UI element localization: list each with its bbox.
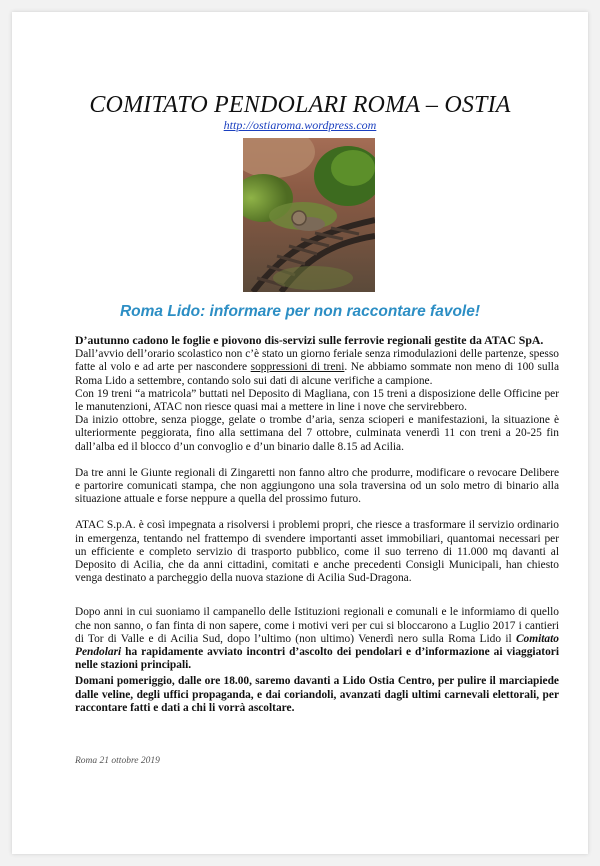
website-link[interactable]: http://ostiaroma.wordpress.com bbox=[223, 118, 377, 132]
paragraph-1: Dall’avvio dell’orario scolastico non c’è stato un giorno feriale senza rimodulazioni delle partenze, spesso fatte al volo e ad arte per nascondere soppressioni di treni. Ne abbiamo sommate non meno di 100 sulla Roma Lido a settembre, contando solo sui dati di alcune verifiche a campione. bbox=[75, 348, 560, 387]
document-page bbox=[12, 12, 588, 854]
document-title: COMITATO PENDOLARI ROMA – OSTIA bbox=[89, 92, 511, 118]
paragraph-6: Dopo anni in cui suoniamo il campanello delle Istituzioni regionali e comunali e le informiamo di quello che non sanno, o fan finta di non sapere, come i motivi veri per cui si bloccarono a Luglio 2017 i cantieri di Tor di Valle e di Acilia Sud, dopo l’ultimo (non ultimo) Venerdì nero sulla Roma Lido il Comitato Pendolari ha rapidamente avviato incontri d’ascolto dei pendolari e d’informazione ai viaggiatori nelle stazioni principali. bbox=[75, 606, 559, 672]
railway-track-snail-photo bbox=[243, 138, 375, 292]
comitato-emphasis: Comitato Pendolari bbox=[75, 632, 559, 659]
article-lead: D’autunno cadono le foglie e piovono dis-servizi sulle ferrovie regionali gestite da ATAC SpA. bbox=[75, 333, 544, 347]
document-date: Roma 21 ottobre 2019 bbox=[75, 756, 160, 766]
paragraph-4: Da tre anni le Giunte regionali di Zingaretti non fanno altro che produrre, modificare o revocare Delibere e partorire comunicati stampa, che non aggiungono una sola traversina od un solo metro di binario alla situazione attuale e forse neppure a quella del prossimo futuro. bbox=[75, 466, 559, 506]
soppressioni-link: soppressioni di treni bbox=[250, 361, 345, 374]
paragraph-3: Da inizio ottobre, senza piogge, gelate o trombe d’aria, senza scioperi e manifestazioni, la situazione è ulteriormente peggiorata, fino alla settimana del 7 ottobre, culminata venerdì 11 con treni a 20-25 fin dall’alba ed il blocco d’un convoglio e d’un binario dalle 8.15 ad Acilia. bbox=[75, 414, 559, 453]
article-body bbox=[75, 334, 559, 715]
article-subtitle: Roma Lido: informare per non raccontare favole! bbox=[119, 303, 480, 320]
paragraph-2: Con 19 treni “a matricola” buttati nel Deposito di Magliana, con 15 treni a disposizione delle Officine per le manutenzioni, ATAC non riesce quasi mai a mettere in line i nove che servirebbero. bbox=[75, 387, 559, 414]
paragraph-7: Domani pomeriggio, dalle ore 18.00, saremo davanti a Lido Ostia Centro, per pulire il marciapiede dalle veline, degli uffici propaganda, e dai coriandoli, avanzati dagli ultimi carnevali elettorali, per raccontare fatti e dati a chi li vorrà ascoltare. bbox=[75, 675, 559, 714]
paragraph-5: ATAC S.p.A. è così impegnata a risolversi i problemi propri, che riesce a trasformare il servizio ordinario in emergenza, tentando nel frattempo di svendere importanti asset immobiliari, quantomai necessari per un efficiente e completo servizio di trasporto pubblico, come il suo terreno di 11.000 mq davanti al Deposito di Acilia, che da anni cittadini, comitati e anche precedenti Consigli Municipali, han chiesto venga destinato a parcheggio della nuova stazione di Acilia Sud-Dragona. bbox=[75, 519, 559, 585]
